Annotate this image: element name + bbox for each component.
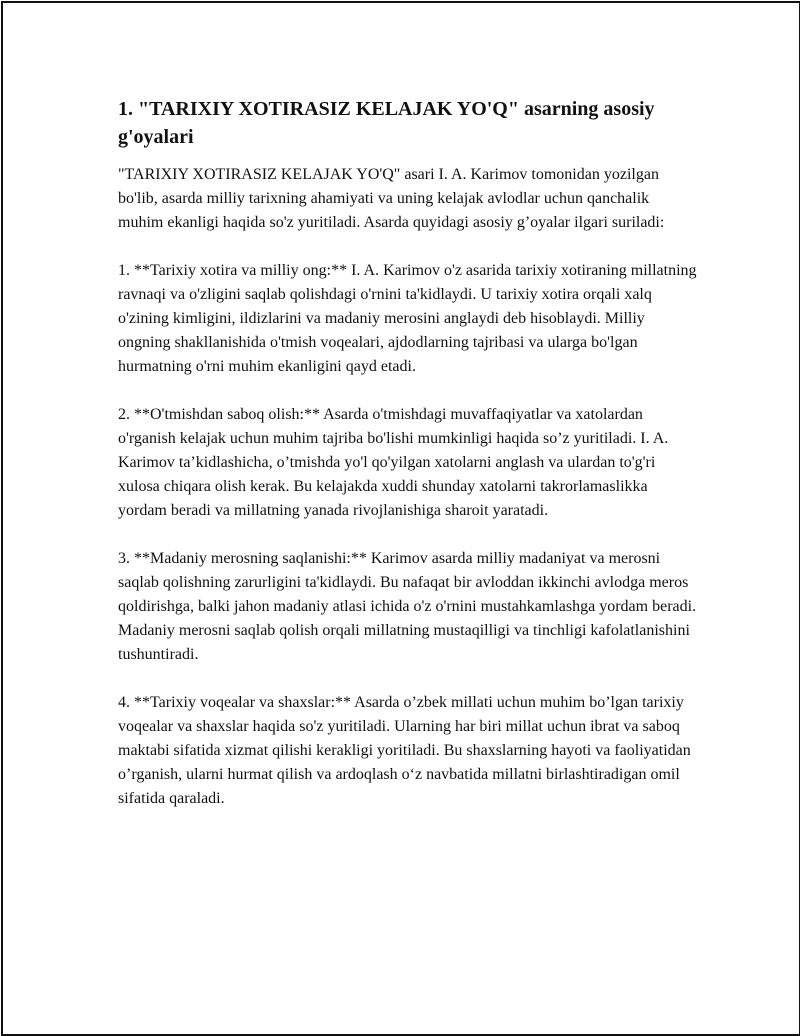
document-title: 1. "TARIXIY XOTIRASIZ KELAJAK YO'Q" asarning asosiy g'oyalari	[118, 98, 655, 148]
document-content	[118, 95, 698, 835]
paragraph-historical-memory: 1. **Tarixiy xotira va milliy ong:** I. A. Karimov o'z asarida tarixiy xotiraning millatning ravnaqi va o'zligini saqlab qolishdagi o'rnini ta'kidlaydi. U tarixiy xotira orqali xalq o'zining kimligini, ildizlarini va madaniy merosini anglaydi deb hisoblaydi. Milliy ongning shakllanishida o'tmish voqealari, ajdodlarning tajribasi va ularga bo'lgan hurmatning o'rni muhim ekanligini qayd etadi.	[118, 262, 697, 375]
intro-paragraph: "TARIXIY XOTIRASIZ KELAJAK YO'Q" asari I. A. Karimov tomonidan yozilgan bo'lib, asarda milliy tarixning ahamiyati va uning kelajak avlodlar uchun qanchalik muhim ekanligi haqida so'z yuritiladi. Asarda quyidagi asosiy g’oyalar ilgari suriladi:	[118, 166, 665, 231]
paragraph-lessons-from-past: 2. **O'tmishdan saboq olish:** Asarda o'tmishdagi muvaffaqiyatlar va xatolardan o'rganish kelajak uchun muhim tajriba bo'lishi mumkinligi haqida so’z yuritiladi. I. A. Karimov ta’kidlashicha, o’tmishda yo'l qo'yilgan xatolarni anglash va ulardan to'g'ri xulosa chiqara olish kerak. Bu kelajakda xuddi shunday xatolarni takrorlamaslikka yordam beradi va millatning yanada rivojlanishiga sharoit yaratadi.	[118, 406, 669, 519]
paragraph-cultural-heritage: 3. **Madaniy merosning saqlanishi:** Karimov asarda milliy madaniyat va merosni saqlab qolishning zarurligini ta'kidlaydi. Bu nafaqat bir avloddan ikkinchi avlodga meros qoldirishga, balki jahon madaniy atlasi ichida o'z o'rnini mustahkamlashga yordam beradi. Madaniy merosni saqlab qolish orqali millatning mustaqilligi va tinchligi kafolatlanishini tushuntiradi.	[118, 550, 697, 663]
document-page	[1, 1, 800, 1036]
paragraph-historical-events: 4. **Tarixiy voqealar va shaxslar:** Asarda o’zbek millati uchun muhim bo’lgan tarixiy voqealar va shaxslar haqida so'z yuritiladi. Ularning har biri millat uchun ibrat va saboq maktabi sifatida xizmat qilishi kerakligi yoritiladi. Bu shaxslarning hayoti va faoliyatidan o’rganish, ularni hurmat qilish va ardoqlash o‘z navbatida millatni birlashtiradigan omil sifatida qaraladi.	[118, 694, 691, 807]
